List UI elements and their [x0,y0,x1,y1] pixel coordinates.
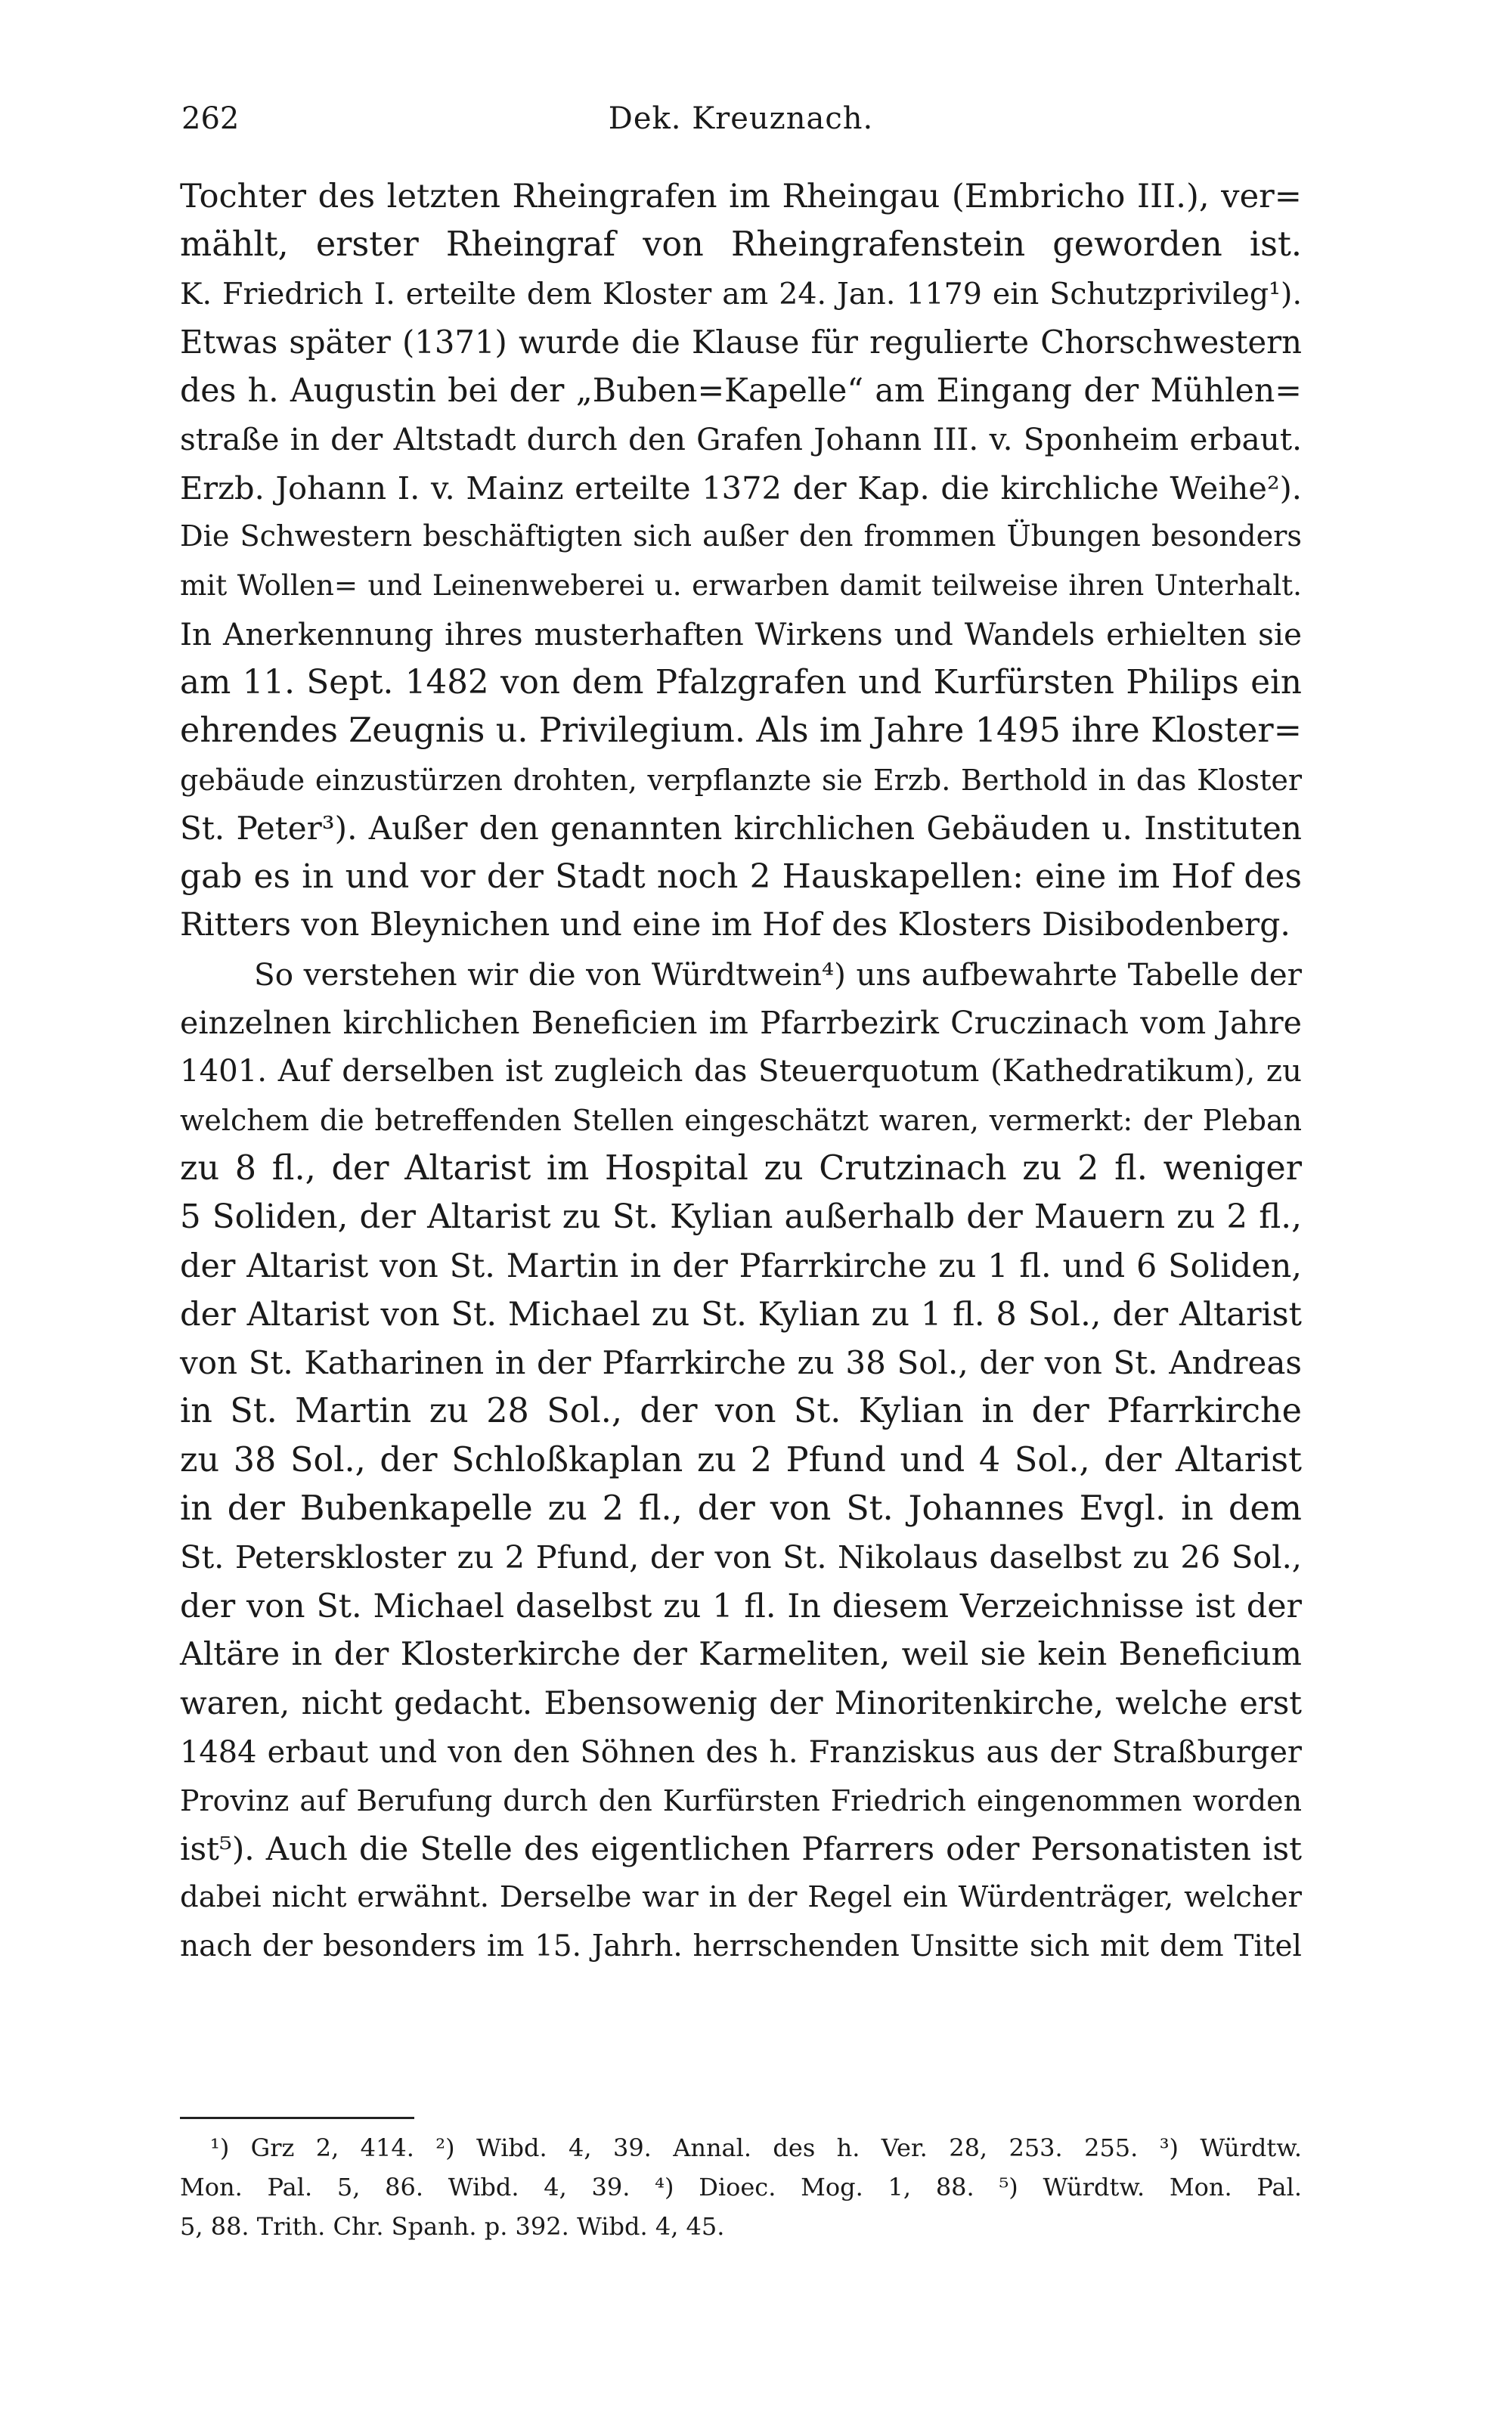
text-line: mählt, erster Rheingraf von Rheingrafenstein geworden ist. [180,225,1302,265]
text-line: in St. Martin zu 28 Sol., der von St. Kylian in der Pfarrkirche [180,1392,1302,1431]
text-line: zu 8 fl., der Altarist im Hospital zu Crutzinach zu 2 fl. weniger [180,1148,1302,1188]
footnote-line: Mon. Pal. 5, 86. Wibd. 4, 39. ⁴) Dioec. Mog. 1, 88. ⁵) Würdtw. Mon. Pal. [180,2173,1302,2201]
text-line: der von St. Michael daselbst zu 1 fl. In diesem Verzeichnisse ist der [180,1587,1302,1625]
body-text [180,172,1302,1971]
text-line: mit Wollen= und Leinenweberei u. erwarben damit teilweise ihren Unterhalt. [180,569,1302,603]
text-line: Provinz auf Berufung durch den Kurfürsten Friedrich eingenommen worden [180,1783,1302,1817]
text-line: in der Bubenkapelle zu 2 fl., der von St. Johannes Evgl. in dem [180,1489,1302,1529]
text-line: der Altarist von St. Michael zu St. Kylian zu 1 fl. 8 Sol., der Altarist [180,1295,1302,1334]
text-line: St. Petersklo​ster zu 2 Pfund, der von St. Nikolaus daselbst zu 26 Sol., [180,1538,1302,1576]
text-line: 5 Soliden, der Altarist zu St. Kylian außerhalb der Mauern zu 2 fl., [180,1198,1302,1237]
text-line: 1401. Auf derselben ist zugleich das Steuerquotum (Kathedratikum), zu [180,1054,1302,1089]
text-line: gab es in und vor der Stadt noch 2 Hauskapellen: eine im Hof des [180,857,1302,897]
text-line: Etwas später (1371) wurde die Klause für regulierte Chorschwestern [180,323,1302,361]
text-line: ehrendes Zeugnis u. Privilegium. Als im Jahre 1495 ihre Kloster= [180,711,1302,751]
text-line: nach der besonders im 15. Jahrh. herrschenden Unsitte sich mit dem Titel [180,1929,1302,1963]
footnote-line: 5, 88. Trith. Chr. Spanh. p. 392. Wibd. 4, 45. [180,2212,725,2241]
text-line: dabei nicht erwähnt. Derselbe war in der Regel ein Würdenträger, welcher [180,1880,1302,1915]
text-line: der Altarist von St. Martin in der Pfarrkirche zu 1 fl. und 6 Soliden, [180,1247,1302,1285]
page-number: 262 [181,101,240,136]
text-line: am 11. Sept. 1482 von dem Pfalzgrafen und Kurfürsten Philips ein [180,663,1302,702]
footnote-line: ¹) Grz 2, 414. ²) Wibd. 4, 39. Annal. des h. Ver. 28, 253. 255. ³) Würdtw. [210,2133,1302,2162]
text-line: von St. Katharinen in der Pfarrkirche zu 38 Sol., der von St. Andreas [180,1344,1302,1382]
text-line: waren, nicht gedacht. Ebensowenig der Minoritenkirche, welche erst [180,1684,1302,1722]
text-line: St. Peter³). Außer den genannten kirchlichen Gebäuden u. Instituten [180,809,1302,847]
running-title: Dek. Kreuznach. [608,101,874,136]
footnote-rule [180,2117,414,2119]
text-line: ist⁵). Auch die Stelle des eigentlichen Pfarrers oder Personatisten ist [180,1830,1302,1868]
text-line: So verstehen wir die von Würdtwein⁴) uns aufbewahrte Tabelle der [254,956,1302,993]
text-line: Ritters von Bleynichen und eine im Hof des Klosters Disibodenberg. [180,906,1290,944]
text-line: Tochter des letzten Rheingrafen im Rheingau (Embricho III.), ver= [180,178,1302,215]
text-line: straße in der Altstadt durch den Grafen Johann III. v. Sponheim erbaut. [180,421,1302,458]
text-line: zu 38 Sol., der Schloßkaplan zu 2 Pfund und 4 Sol., der Altarist [180,1440,1302,1480]
text-line: 1484 erbaut und von den Söhnen des h. Franziskus aus der Straßburger [180,1734,1302,1770]
text-line: welchem die betreffenden Stellen eingeschätzt waren, vermerkt: der Pleban [180,1103,1302,1137]
page-header [181,101,1300,147]
text-line: K. Friedrich I. erteilte dem Kloster am 24. Jan. 1179 ein Schutzprivileg¹). [180,276,1302,311]
footnotes [180,2128,1302,2246]
text-line: einzelnen kirchlichen Beneficien im Pfarrbezirk Cruczinach vom Jahre [180,1005,1302,1042]
text-line: des h. Augustin bei der „Buben=Kapelle“ am Eingang der Mühlen= [180,372,1302,411]
text-line: Erzb. Johann I. v. Mainz erteilte 1372 der Kap. die kirchliche Weihe²). [180,469,1302,507]
text-line: In Anerkennung ihres musterhaften Wirkens und Wandels erhielten sie [180,615,1302,652]
text-line: Altäre in der Klosterkirche der Karmeliten, weil sie kein Beneficium [180,1635,1302,1673]
text-line: gebäude einzustürzen drohten, verpflanzte sie Erzb. Berthold in das Kloster [180,763,1302,797]
text-line: Die Schwestern beschäftigten sich außer den frommen Übungen besonders [180,520,1302,554]
